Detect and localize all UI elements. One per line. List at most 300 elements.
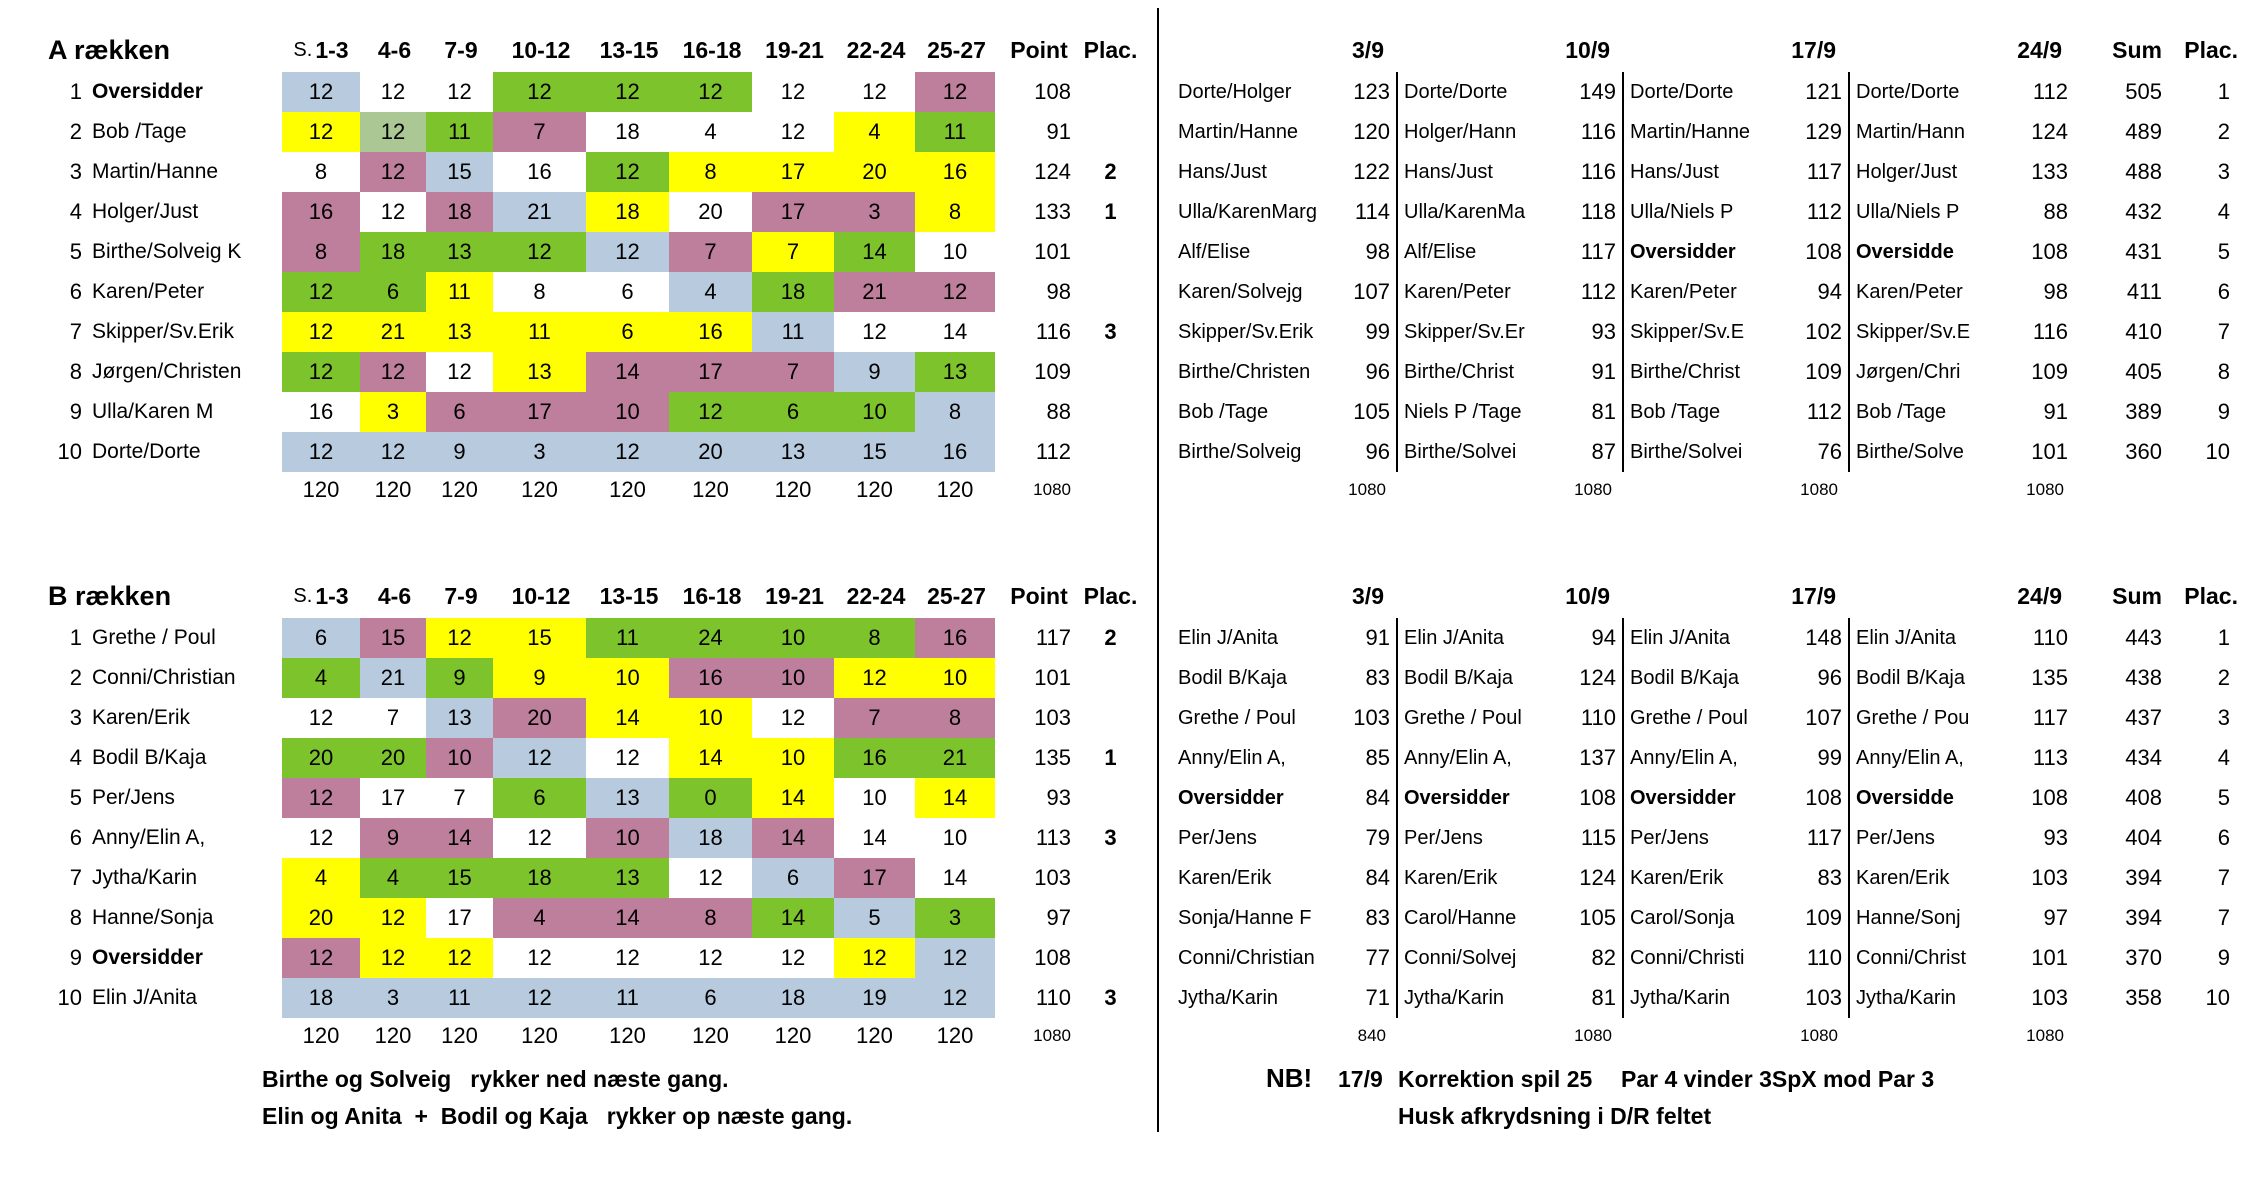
game-cells — [282, 112, 995, 152]
table-section — [30, 574, 2256, 1054]
weekly-score: 117 — [2032, 705, 2068, 730]
plac2-value: 7 — [2217, 905, 2230, 930]
table-row — [30, 938, 2256, 978]
weekly-score: 77 — [1365, 945, 1390, 970]
game-score-cell: 18 — [752, 978, 834, 1018]
game-column-header — [426, 574, 493, 618]
table-row — [30, 858, 2256, 898]
weekly-result-block — [1850, 938, 2076, 978]
table-title: B rækken — [48, 580, 172, 611]
weekly-score: 109 — [2031, 359, 2068, 384]
weekly-result-block — [1172, 778, 1398, 818]
row-number: 7 — [69, 865, 82, 890]
weekly-result-block — [1398, 818, 1624, 858]
game-cells — [282, 392, 995, 432]
weekly-total: 1080 — [1574, 1026, 1612, 1045]
table-row — [30, 192, 2256, 232]
point-value: 103 — [1034, 865, 1071, 890]
weekly-result-block — [1624, 978, 1850, 1018]
game-score-cell: 12 — [493, 818, 586, 858]
totals-row — [30, 472, 2256, 508]
game-score-cell: 10 — [426, 738, 493, 778]
weekly-result-block — [1624, 658, 1850, 698]
game-column-header — [915, 574, 995, 618]
header-row — [30, 28, 2256, 72]
game-score-cell: 16 — [669, 658, 752, 698]
plac-value: 1 — [1104, 745, 1117, 770]
point-value: 93 — [1046, 785, 1071, 810]
weekly-result-block — [1624, 898, 1850, 938]
weekly-headers — [1172, 574, 2256, 618]
weekly-pair-name: Grethe / Pou — [1856, 706, 1970, 729]
game-score-cell: 12 — [282, 818, 360, 858]
date-column-header: 17/9 — [1791, 36, 1836, 63]
weekly-score: 93 — [2043, 825, 2068, 850]
weekly-result-block — [1172, 112, 1398, 152]
sections — [30, 28, 2256, 1054]
plac-column-header: Plac. — [1083, 582, 1138, 609]
sum-value: 434 — [2125, 745, 2162, 770]
game-cells — [282, 938, 995, 978]
weekly-result-block — [1398, 112, 1624, 152]
point-value: 103 — [1034, 705, 1071, 730]
weekly-result-block — [1624, 392, 1850, 432]
weekly-pair-name: Birthe/Christen — [1178, 360, 1311, 383]
weekly-score: 124 — [1579, 865, 1616, 890]
game-score-cell: 12 — [493, 738, 586, 778]
game-range-label: 19-21 — [765, 36, 824, 63]
weekly-result-block — [1172, 618, 1398, 658]
table-row — [30, 392, 2256, 432]
row-number: 8 — [69, 905, 82, 930]
game-score-cell: 12 — [282, 272, 360, 312]
game-score-cell: 18 — [493, 858, 586, 898]
game-score-cell: 15 — [493, 618, 586, 658]
plac-value: 2 — [1104, 625, 1117, 650]
weekly-score: 135 — [2031, 665, 2068, 690]
game-column-total: 120 — [609, 477, 646, 502]
game-score-cell: 12 — [669, 392, 752, 432]
totals-spacer — [30, 472, 92, 508]
game-score-cell: 10 — [669, 698, 752, 738]
weekly-pair-name: Oversidde — [1856, 240, 1954, 263]
row-number: 9 — [69, 399, 82, 424]
game-score-cell: 17 — [360, 778, 426, 818]
plac2-value: 7 — [2217, 319, 2230, 344]
weekly-results — [1172, 152, 2256, 192]
weekly-pair-name: Birthe/Solvei — [1630, 440, 1743, 463]
point-column-header: Point — [1010, 582, 1068, 609]
nb-label: NB! — [1266, 1063, 1313, 1093]
weekly-result-block — [1850, 858, 2076, 898]
game-score-cell: 14 — [669, 738, 752, 778]
weekly-score: 76 — [1817, 439, 1842, 464]
weekly-pair-name: Karen/Peter — [1856, 280, 1963, 303]
weekly-result-block — [1398, 192, 1624, 232]
weekly-result-block — [1850, 352, 2076, 392]
table-row — [30, 72, 2256, 112]
game-score-cell: 20 — [360, 738, 426, 778]
game-score-cell: 10 — [752, 738, 834, 778]
game-score-cell: 12 — [282, 432, 360, 472]
sum-value: 394 — [2125, 905, 2162, 930]
weekly-pair-name: Skipper/Sv.E — [1856, 320, 1971, 343]
weekly-result-block — [1624, 232, 1850, 272]
weekly-result-block — [1624, 778, 1850, 818]
weekly-pair-name: Per/Jens — [1404, 826, 1483, 849]
table-rows — [30, 72, 2256, 472]
totals-spacer — [2076, 472, 2176, 508]
totals-spacer — [92, 472, 282, 508]
game-score-cell: 11 — [752, 312, 834, 352]
weekly-score: 108 — [1579, 785, 1616, 810]
game-column-header — [669, 28, 752, 72]
game-column-total: 120 — [856, 1023, 893, 1048]
game-score-cell: 9 — [493, 658, 586, 698]
game-score-cell: 12 — [282, 778, 360, 818]
weekly-result-block — [1624, 738, 1850, 778]
pair-name: Elin J/Anita — [92, 986, 198, 1009]
game-score-cell: 13 — [586, 778, 669, 818]
game-score-cell: 14 — [752, 818, 834, 858]
weekly-score: 93 — [1591, 319, 1616, 344]
game-cells — [282, 698, 995, 738]
weekly-score: 117 — [1806, 159, 1842, 184]
game-score-cell: 12 — [915, 938, 995, 978]
game-score-cell: 6 — [752, 392, 834, 432]
sum-column-header: Sum — [2112, 582, 2162, 609]
game-column-header — [834, 28, 915, 72]
game-range-label: 7-9 — [444, 582, 478, 609]
weekly-pair-name: Anny/Elin A, — [1178, 746, 1286, 769]
weekly-pair-name: Sonja/Hanne F — [1178, 906, 1312, 929]
game-cells — [282, 232, 995, 272]
weekly-score: 101 — [2031, 439, 2068, 464]
game-cells — [282, 618, 995, 658]
table-row — [30, 618, 2256, 658]
weekly-pair-name: Bodil B/Kaja — [1856, 666, 1965, 689]
game-score-cell: 12 — [752, 72, 834, 112]
weekly-pair-name: Per/Jens — [1178, 826, 1257, 849]
game-score-cell: 6 — [752, 858, 834, 898]
game-score-cell: 15 — [360, 618, 426, 658]
row-number: 3 — [69, 705, 82, 730]
pair-name: Per/Jens — [92, 786, 175, 809]
weekly-score: 96 — [1365, 359, 1390, 384]
plac-value: 3 — [1104, 985, 1117, 1010]
weekly-pair-name: Conni/Christi — [1630, 946, 1745, 969]
row-number: 5 — [69, 785, 82, 810]
game-score-cell: 18 — [282, 978, 360, 1018]
game-score-cell: 15 — [426, 152, 493, 192]
table-row — [30, 778, 2256, 818]
game-cells — [282, 898, 995, 938]
game-score-cell: 20 — [834, 152, 915, 192]
plac2-column-header: Plac. — [2184, 582, 2238, 609]
weekly-pair-name: Anny/Elin A, — [1404, 746, 1512, 769]
plac2-value: 6 — [2217, 825, 2230, 850]
weekly-total-block — [1172, 472, 1398, 508]
nb-reminder: Husk afkrydsning i D/R feltet — [1398, 1103, 1712, 1129]
game-score-cell: 12 — [426, 938, 493, 978]
game-score-cell: 13 — [426, 698, 493, 738]
game-score-cell: 3 — [493, 432, 586, 472]
game-score-cell: 12 — [586, 72, 669, 112]
weekly-score: 91 — [1591, 359, 1616, 384]
game-score-cell: 12 — [493, 938, 586, 978]
weekly-pair-name: Birthe/Solveig — [1178, 440, 1302, 463]
weekly-score: 88 — [2043, 199, 2068, 224]
weekly-score: 71 — [1365, 985, 1390, 1010]
weekly-score: 137 — [1579, 745, 1616, 770]
weekly-result-block — [1172, 698, 1398, 738]
table-row — [30, 112, 2256, 152]
game-score-cell: 12 — [360, 72, 426, 112]
weekly-score: 81 — [1591, 399, 1616, 424]
row-number: 7 — [69, 319, 82, 344]
row-number: 2 — [69, 119, 82, 144]
game-column-total: 120 — [692, 477, 729, 502]
weekly-result-block — [1850, 72, 2076, 112]
weekly-score: 116 — [1580, 159, 1616, 184]
game-score-cell: 12 — [586, 232, 669, 272]
weekly-score: 117 — [1580, 239, 1616, 264]
game-score-cell: 12 — [282, 352, 360, 392]
table-row — [30, 352, 2256, 392]
weekly-total-block — [1398, 472, 1624, 508]
game-score-cell: 6 — [282, 618, 360, 658]
weekly-pair-name: Ulla/Niels P — [1856, 200, 1960, 223]
row-number: 4 — [69, 745, 82, 770]
game-column-total: 120 — [692, 1023, 729, 1048]
game-cells — [282, 432, 995, 472]
weekly-score: 148 — [1805, 625, 1842, 650]
table-row — [30, 898, 2256, 938]
sum-value: 432 — [2125, 199, 2162, 224]
point-value: 124 — [1034, 159, 1071, 184]
game-score-cell: 7 — [834, 698, 915, 738]
weekly-pair-name: Carol/Sonja — [1630, 906, 1735, 929]
game-score-cell: 6 — [360, 272, 426, 312]
game-score-cell: 18 — [426, 192, 493, 232]
weekly-results — [1172, 192, 2256, 232]
game-score-cell: 7 — [493, 112, 586, 152]
game-score-cell: 11 — [586, 978, 669, 1018]
totals-spacer — [2176, 1018, 2256, 1054]
weekly-result-block — [1850, 392, 2076, 432]
weekly-result-block — [1850, 698, 2076, 738]
weekly-score: 97 — [2043, 905, 2068, 930]
sum-value: 358 — [2125, 985, 2162, 1010]
game-column-header — [752, 574, 834, 618]
game-score-cell: 17 — [493, 392, 586, 432]
game-column-total: 120 — [302, 1023, 340, 1048]
pair-name: Oversidder — [92, 946, 203, 969]
weekly-pair-name: Karen/Erik — [1178, 866, 1272, 889]
game-range-label: 1-3 — [315, 582, 349, 609]
game-score-cell: 12 — [669, 72, 752, 112]
weekly-result-block — [1172, 898, 1398, 938]
plac2-value: 1 — [2217, 79, 2230, 104]
weekly-result-block — [1398, 432, 1624, 472]
game-score-cell: 10 — [586, 818, 669, 858]
weekly-pair-name: Bodil B/Kaja — [1630, 666, 1739, 689]
weekly-pair-name: Grethe / Poul — [1404, 706, 1522, 729]
game-score-cell: 8 — [282, 152, 360, 192]
game-score-cell: 12 — [360, 152, 426, 192]
weekly-result-block — [1850, 232, 2076, 272]
game-score-cell: 16 — [834, 738, 915, 778]
plac-value: 1 — [1104, 199, 1117, 224]
game-score-cell: 20 — [282, 738, 360, 778]
weekly-pair-name: Bodil B/Kaja — [1178, 666, 1287, 689]
plac2-value: 7 — [2217, 865, 2230, 890]
pair-name: Oversidder — [92, 80, 203, 103]
weekly-score: 120 — [1353, 119, 1390, 144]
sum-value: 410 — [2125, 319, 2162, 344]
weekly-score: 112 — [1806, 199, 1842, 224]
weekly-pair-name: Anny/Elin A, — [1856, 746, 1964, 769]
weekly-score: 83 — [1365, 905, 1390, 930]
row-number: 2 — [69, 665, 82, 690]
point-total: 1080 — [1033, 480, 1071, 499]
pair-name: Karen/Erik — [92, 706, 191, 729]
game-column-header — [282, 574, 360, 618]
game-score-cell: 14 — [752, 898, 834, 938]
weekly-pair-name: Bob /Tage — [1630, 400, 1721, 423]
weekly-pair-name: Karen/Peter — [1630, 280, 1737, 303]
plac2-value: 3 — [2217, 159, 2230, 184]
nb-match-note: Par 4 vinder 3SpX mod Par 3 — [1621, 1066, 1935, 1092]
weekly-pair-name: Holger/Hann — [1404, 120, 1517, 143]
weekly-pair-name: Martin/Hanne — [1178, 120, 1299, 143]
weekly-result-block — [1624, 272, 1850, 312]
plac2-value: 4 — [2217, 199, 2230, 224]
game-score-cell: 9 — [834, 352, 915, 392]
weekly-score: 87 — [1591, 439, 1616, 464]
weekly-results — [1172, 312, 2256, 352]
game-column-header — [586, 28, 669, 72]
weekly-pair-name: Karen/Peter — [1404, 280, 1511, 303]
weekly-score: 149 — [1579, 79, 1616, 104]
row-number: 3 — [69, 159, 82, 184]
weekly-score: 91 — [1365, 625, 1390, 650]
spil-prefix: S. — [293, 584, 313, 607]
weekly-result-block — [1850, 432, 2076, 472]
game-score-cell: 21 — [360, 658, 426, 698]
point-value: 101 — [1034, 665, 1071, 690]
weekly-score: 96 — [1817, 665, 1842, 690]
game-score-cell: 14 — [915, 312, 995, 352]
game-range-label: 16-18 — [682, 36, 742, 63]
game-range-label: 1-3 — [315, 36, 349, 63]
game-cells — [282, 72, 995, 112]
plac2-value: 1 — [2217, 625, 2230, 650]
pair-name: Karen/Peter — [92, 280, 205, 303]
weekly-headers — [1172, 28, 2256, 72]
game-score-cell: 21 — [915, 738, 995, 778]
game-column-total: 120 — [936, 1023, 974, 1048]
game-score-cell: 24 — [669, 618, 752, 658]
weekly-pair-name: Conni/Solvej — [1404, 946, 1517, 969]
plac2-value: 2 — [2217, 665, 2230, 690]
game-column-total: 120 — [441, 477, 478, 502]
weekly-score: 99 — [1365, 319, 1390, 344]
weekly-results — [1172, 392, 2256, 432]
game-score-cell: 14 — [834, 818, 915, 858]
game-range-label: 25-27 — [927, 36, 986, 63]
game-score-cell: 10 — [915, 658, 995, 698]
game-score-cell: 11 — [586, 618, 669, 658]
weekly-total-block — [1624, 472, 1850, 508]
weekly-pair-name: Jytha/Karin — [1630, 986, 1731, 1009]
plac-value — [1083, 112, 1138, 152]
weekly-result-block — [1624, 112, 1850, 152]
plac2-value: 9 — [2217, 399, 2230, 424]
weekly-result-block — [1624, 938, 1850, 978]
game-score-cell: 12 — [834, 658, 915, 698]
weekly-total: 1080 — [1574, 480, 1612, 499]
game-range-label: 22-24 — [846, 36, 906, 63]
weekly-total-block — [1850, 472, 2076, 508]
game-score-cell: 10 — [834, 778, 915, 818]
plac-value — [1083, 658, 1138, 698]
plac-column-header: Plac. — [1083, 36, 1138, 63]
weekly-result-block — [1172, 658, 1398, 698]
game-score-cell: 18 — [752, 272, 834, 312]
game-score-cell: 12 — [752, 938, 834, 978]
weekly-result-block — [1398, 232, 1624, 272]
game-score-cell: 14 — [586, 352, 669, 392]
plac-value — [1083, 272, 1138, 312]
weekly-pair-name: Grethe / Poul — [1178, 706, 1296, 729]
game-score-cell: 4 — [834, 112, 915, 152]
sum-value: 370 — [2125, 945, 2162, 970]
game-score-cell: 6 — [586, 272, 669, 312]
game-score-cell: 21 — [360, 312, 426, 352]
game-column-total: 120 — [441, 1023, 478, 1048]
weekly-pair-name: Jytha/Karin — [1856, 986, 1957, 1009]
weekly-total-block — [1398, 1018, 1624, 1054]
note-relegation: Birthe og Solveig rykker ned næste gang. — [262, 1066, 729, 1092]
weekly-pair-name: Bob /Tage — [1178, 400, 1269, 423]
game-column-total: 120 — [521, 477, 558, 502]
pair-name: Birthe/Solveig K — [92, 240, 242, 263]
game-score-cell: 11 — [426, 112, 493, 152]
game-score-cell: 7 — [669, 232, 752, 272]
weekly-result-block — [1172, 938, 1398, 978]
sum-value: 394 — [2125, 865, 2162, 890]
game-column-header — [493, 574, 586, 618]
game-score-cell: 21 — [834, 272, 915, 312]
weekly-score: 109 — [1805, 905, 1842, 930]
game-column-total: 120 — [521, 1023, 558, 1048]
game-score-cell: 12 — [834, 312, 915, 352]
game-score-cell: 5 — [834, 898, 915, 938]
weekly-result-block — [1850, 152, 2076, 192]
weekly-score: 94 — [1591, 625, 1616, 650]
weekly-pair-name: Skipper/Sv.Erik — [1178, 320, 1314, 343]
plac-value — [1083, 232, 1138, 272]
game-score-cell: 12 — [360, 938, 426, 978]
game-score-cell: 14 — [586, 698, 669, 738]
game-score-cell: 10 — [752, 658, 834, 698]
pair-name: Skipper/Sv.Erik — [92, 320, 234, 343]
row-number: 4 — [69, 199, 82, 224]
pair-name: Conni/Christian — [92, 666, 236, 689]
game-score-cell: 14 — [915, 778, 995, 818]
weekly-pair-name: Oversidder — [1630, 240, 1736, 263]
